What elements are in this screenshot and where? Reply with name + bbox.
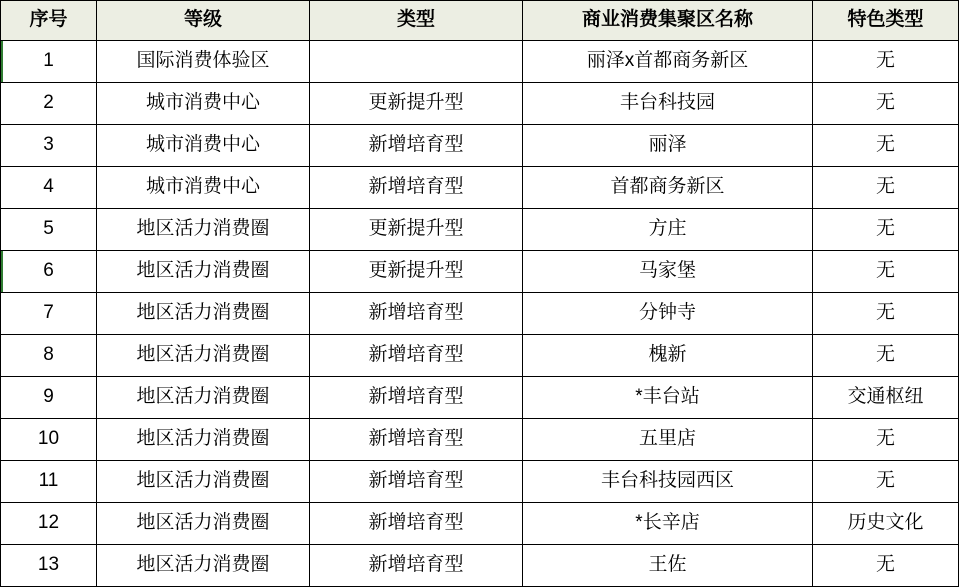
cell-index: 4 — [1, 167, 97, 209]
cell-index: 2 — [1, 83, 97, 125]
column-header-level: 等级 — [97, 1, 310, 41]
cell-feature: 无 — [813, 335, 959, 377]
cell-level: 地区活力消费圈 — [97, 461, 310, 503]
column-header-feature: 特色类型 — [813, 1, 959, 41]
cell-level: 地区活力消费圈 — [97, 293, 310, 335]
cell-level: 地区活力消费圈 — [97, 335, 310, 377]
table-body — [1, 41, 959, 587]
cell-index: 12 — [1, 503, 97, 545]
table-row — [1, 503, 959, 545]
cell-index: 13 — [1, 545, 97, 587]
cell-type: 新增培育型 — [310, 125, 523, 167]
table-row — [1, 83, 959, 125]
table-header-row — [1, 1, 959, 41]
cell-index: 10 — [1, 419, 97, 461]
table-row — [1, 377, 959, 419]
cell-type: 新增培育型 — [310, 377, 523, 419]
cell-name: 五里店 — [523, 419, 813, 461]
table-row — [1, 125, 959, 167]
cell-level: 地区活力消费圈 — [97, 209, 310, 251]
cell-name: 槐新 — [523, 335, 813, 377]
cell-type: 更新提升型 — [310, 209, 523, 251]
cell-feature: 无 — [813, 83, 959, 125]
cell-level: 地区活力消费圈 — [97, 545, 310, 587]
cell-feature: 无 — [813, 461, 959, 503]
cell-level: 地区活力消费圈 — [97, 503, 310, 545]
table-row — [1, 251, 959, 293]
cell-name: 王佐 — [523, 545, 813, 587]
cell-index: 1 — [1, 41, 97, 83]
cell-name: 丽泽x首都商务新区 — [523, 41, 813, 83]
cell-level: 地区活力消费圈 — [97, 377, 310, 419]
cell-type: 新增培育型 — [310, 545, 523, 587]
cell-name: 丰台科技园西区 — [523, 461, 813, 503]
column-header-name: 商业消费集聚区名称 — [523, 1, 813, 41]
cell-name: 首都商务新区 — [523, 167, 813, 209]
cell-level: 地区活力消费圈 — [97, 419, 310, 461]
cell-level: 地区活力消费圈 — [97, 251, 310, 293]
cell-feature: 无 — [813, 41, 959, 83]
cell-feature: 无 — [813, 545, 959, 587]
cell-feature: 无 — [813, 251, 959, 293]
column-header-index: 序号 — [1, 1, 97, 41]
cell-feature: 无 — [813, 293, 959, 335]
cell-type: 新增培育型 — [310, 335, 523, 377]
table-row — [1, 335, 959, 377]
cell-feature: 无 — [813, 125, 959, 167]
cell-index: 5 — [1, 209, 97, 251]
cell-name: 丰台科技园 — [523, 83, 813, 125]
cell-feature: 无 — [813, 209, 959, 251]
cell-index: 9 — [1, 377, 97, 419]
cell-name: 方庄 — [523, 209, 813, 251]
table-row — [1, 41, 959, 83]
table-row — [1, 545, 959, 587]
cell-name: *丰台站 — [523, 377, 813, 419]
table-row — [1, 419, 959, 461]
cell-index: 11 — [1, 461, 97, 503]
cell-type — [310, 41, 523, 83]
column-header-type: 类型 — [310, 1, 523, 41]
table-row — [1, 293, 959, 335]
table-row — [1, 461, 959, 503]
cell-index: 8 — [1, 335, 97, 377]
cell-feature: 无 — [813, 419, 959, 461]
cell-level: 城市消费中心 — [97, 167, 310, 209]
cell-level: 城市消费中心 — [97, 125, 310, 167]
cell-type: 更新提升型 — [310, 251, 523, 293]
cell-level: 国际消费体验区 — [97, 41, 310, 83]
cell-name: *长辛店 — [523, 503, 813, 545]
cell-type: 新增培育型 — [310, 167, 523, 209]
cell-type: 新增培育型 — [310, 503, 523, 545]
cell-name: 丽泽 — [523, 125, 813, 167]
cell-type: 更新提升型 — [310, 83, 523, 125]
cell-feature: 无 — [813, 167, 959, 209]
cell-feature: 历史文化 — [813, 503, 959, 545]
cell-name: 马家堡 — [523, 251, 813, 293]
cell-index: 3 — [1, 125, 97, 167]
table-row — [1, 209, 959, 251]
table-header — [1, 1, 959, 41]
cell-type: 新增培育型 — [310, 419, 523, 461]
cell-index: 6 — [1, 251, 97, 293]
cell-name: 分钟寺 — [523, 293, 813, 335]
table-row — [1, 167, 959, 209]
cell-type: 新增培育型 — [310, 461, 523, 503]
cell-level: 城市消费中心 — [97, 83, 310, 125]
cell-type: 新增培育型 — [310, 293, 523, 335]
cell-feature: 交通枢纽 — [813, 377, 959, 419]
cell-index: 7 — [1, 293, 97, 335]
